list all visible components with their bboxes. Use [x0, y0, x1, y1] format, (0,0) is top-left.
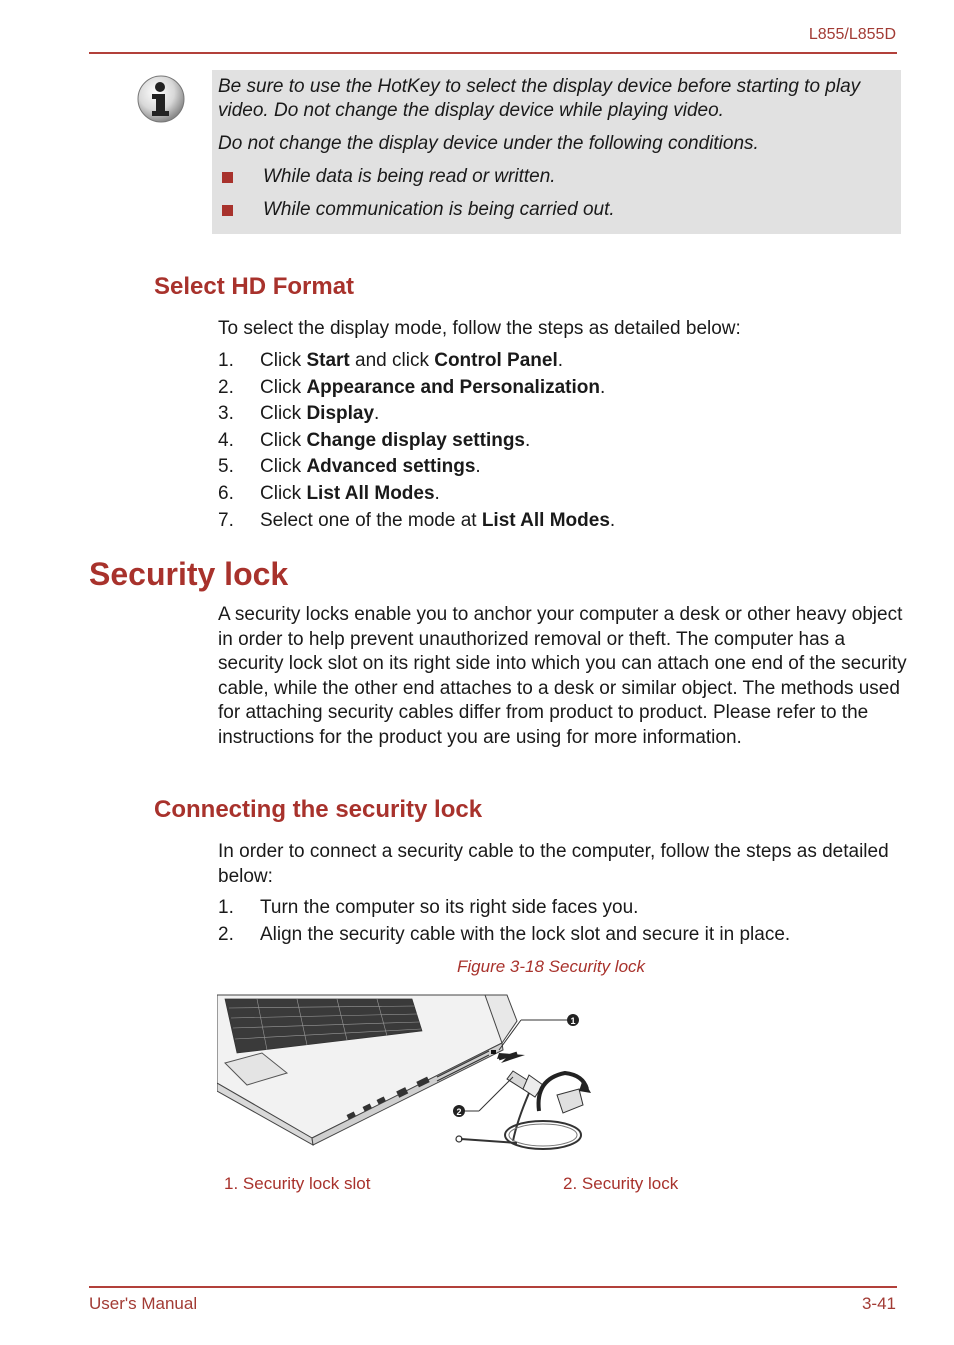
figure-label-lock: 2. Security lock [563, 1174, 679, 1193]
section-heading-security-lock: Security lock [89, 556, 289, 592]
bullet-square-icon [222, 172, 233, 183]
header-rule [89, 52, 897, 54]
list-item: 2. Align the security cable with the lock slot and secure it in place. [218, 923, 791, 945]
select-hd-intro: To select the display mode, follow the steps as detailed below: [218, 318, 741, 339]
figure-label-slot: 1. Security lock slot [224, 1174, 371, 1193]
footer-manual-title: User's Manual [89, 1294, 198, 1313]
security-lock-body: A security locks enable you to anchor your computer a desk or other heavy object in order to help prevent unauthorized removal or theft. The computer has a security lock slot on its right side into which you can attach one end of the security cable, while the other end attaches to a desk or similar object. The methods used for attaching security cables differ from product to product. Please refer to the instructions for the product you are using for more information. [218, 604, 907, 748]
callout-1: 1 [570, 1016, 576, 1026]
section-heading-select-hd: Select HD Format [154, 273, 355, 300]
connecting-steps [218, 895, 790, 948]
list-item: 3. Click Display. [218, 403, 380, 425]
security-lock-illustration [217, 993, 593, 1163]
section-heading-connecting: Connecting the security lock [154, 796, 483, 823]
select-hd-steps [218, 348, 615, 534]
list-item: 1. Click Start and click Control Panel. [218, 350, 564, 371]
footer-page-number: 3-41 [861, 1294, 896, 1313]
note-bullet-text: While communication is being carried out. [263, 199, 615, 220]
note-paragraph: Do not change the display device under the following conditions. [218, 133, 759, 154]
list-item: 7. Select one of the mode at List All Modes. [218, 509, 616, 531]
note-bullet-text: While data is being read or written. [263, 166, 556, 187]
footer-rule [89, 1286, 897, 1288]
connecting-intro: In order to connect a security cable to the computer, follow the steps as detailed below: [218, 841, 889, 887]
list-item: 2. Click Appearance and Personalization. [218, 376, 606, 398]
info-note [212, 70, 901, 234]
info-icon [137, 75, 185, 123]
figure-caption: Figure 3-18 Security lock [457, 957, 646, 976]
bullet-square-icon [222, 205, 233, 216]
list-item: 6. Click List All Modes. [218, 482, 440, 504]
note-bullet [218, 165, 893, 189]
note-bullet [218, 198, 893, 222]
list-item: 4. Click Change display settings. [218, 429, 531, 451]
list-item: 1. Turn the computer so its right side faces you. [218, 897, 639, 918]
header-model: L855/L855D [808, 26, 896, 43]
list-item: 5. Click Advanced settings. [218, 456, 481, 478]
callout-2: 2 [456, 1107, 462, 1117]
note-paragraph: Be sure to use the HotKey to select the display device before starting to play video. Do not change the display device while playing video. [218, 76, 861, 121]
